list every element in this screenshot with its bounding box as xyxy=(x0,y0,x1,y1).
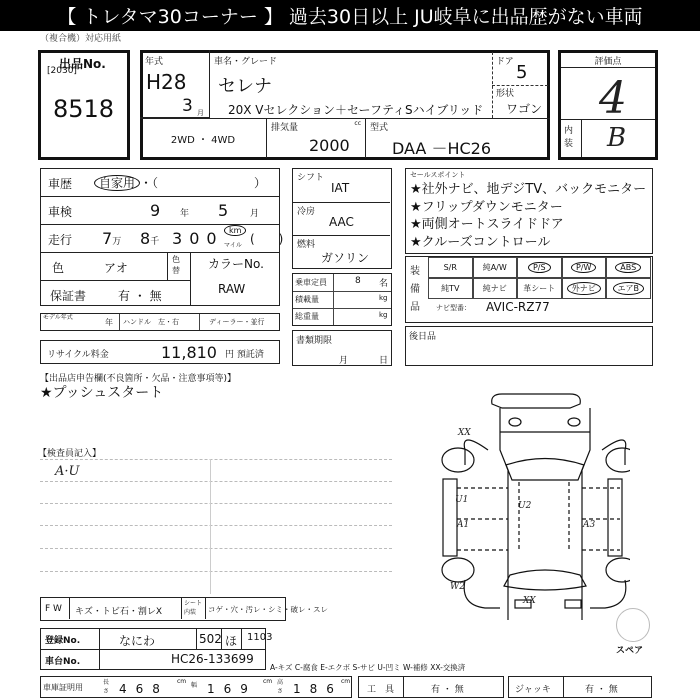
capacity-value: 8 xyxy=(355,276,361,286)
equipment-item xyxy=(606,278,651,299)
height-label: 高さ xyxy=(277,679,284,695)
docs-label: 書類期限 xyxy=(296,336,333,346)
score-value: 4 xyxy=(599,73,627,124)
mileage-label: 走行 xyxy=(48,233,73,247)
seller-note: ★プッシュスタート xyxy=(40,385,164,401)
displacement-unit: cc xyxy=(354,120,361,127)
equipment-item-label: 純TV xyxy=(441,284,460,293)
unit: cm xyxy=(177,678,187,685)
inspection-month: 5 xyxy=(218,201,229,220)
color-no-label: カラーNo. xyxy=(208,257,264,271)
equipment-label: 装備品 xyxy=(410,266,420,313)
recycle-unit: 円 預託済 xyxy=(225,350,264,360)
capacity-block xyxy=(292,273,392,326)
interior-label: 内装 xyxy=(564,126,574,149)
width-label: 幅 xyxy=(191,682,198,689)
capacity-label: 乗車定員 xyxy=(295,278,327,287)
damage-w2: W2 xyxy=(450,582,465,592)
history-label: 車歴 xyxy=(48,177,73,191)
door-label: ドア xyxy=(496,57,514,67)
mileage-d3: 0 xyxy=(206,229,224,248)
wid-digit: 6 xyxy=(223,682,241,696)
equipment-item-label: 外ナビ xyxy=(567,282,601,295)
load-label: 積載量 xyxy=(295,295,319,304)
damage-a1: A1 xyxy=(457,520,470,530)
weight-unit: kg xyxy=(379,311,388,319)
equipment-item-label: 革シート xyxy=(523,284,556,293)
era: H xyxy=(146,70,162,94)
inspector-note: A·U xyxy=(55,464,80,479)
name-label: 車名・グレード xyxy=(214,57,278,67)
mileage-sen: 8 xyxy=(140,229,151,248)
damage-xx-front: XX xyxy=(458,428,471,438)
jack-row xyxy=(508,676,652,698)
damage-u2: U2 xyxy=(518,501,532,511)
damage-xx-rear: XX xyxy=(523,596,536,606)
color-value: アオ xyxy=(104,261,128,275)
fw-row xyxy=(40,597,328,621)
unit-km: km xyxy=(224,225,246,236)
mileage-paren: ( ) xyxy=(250,232,284,246)
sale-point: ★フリップダウンモニター xyxy=(410,199,563,215)
equipment-block xyxy=(405,256,653,323)
lot-sub: [2030] xyxy=(47,66,77,76)
jack-label: ジャッキ xyxy=(515,685,551,695)
year: 28 xyxy=(161,70,187,94)
history-value: 自家用 xyxy=(94,175,140,191)
len-digit: 4 xyxy=(119,682,136,696)
aircon-label: 冷房 xyxy=(297,207,316,217)
lot-box xyxy=(38,50,130,160)
recycle-row xyxy=(40,340,280,364)
hei-digit: 1 xyxy=(293,682,310,696)
hei-digit: 6 xyxy=(326,682,343,696)
len-digit: 8 xyxy=(152,682,169,696)
spec-block xyxy=(292,168,392,269)
equipment-item xyxy=(517,257,562,278)
body-type: ワゴン xyxy=(506,102,543,116)
later-items xyxy=(405,326,653,366)
mileage-sen-unit: 千 xyxy=(150,237,160,247)
equipment-item-label: ABS xyxy=(615,262,641,273)
car-name: セレナ xyxy=(218,76,272,97)
equipment-item-label: S/R xyxy=(443,263,457,272)
color-changed-label: 色替 xyxy=(172,255,180,275)
interior-score: B xyxy=(607,123,627,153)
damage-legend: A-キズ C-腐食 E-エクボ S-サビ U-凹ミ W-補修 XX-交換済 xyxy=(270,663,466,672)
jack-value: 有 ・ 無 xyxy=(585,685,618,695)
color-no: RAW xyxy=(218,282,246,296)
navi-label: ナビ型番： xyxy=(436,304,471,312)
model-year-row xyxy=(40,313,280,331)
year-cell xyxy=(140,50,210,118)
equipment-item-label: P/S xyxy=(528,262,551,273)
fw-text: キズ・トビ石・割レX xyxy=(75,607,162,617)
equipment-item xyxy=(606,257,651,278)
docs-month: 月 xyxy=(339,356,349,366)
equipment-item xyxy=(473,257,518,278)
month-unit: 月 xyxy=(197,109,204,117)
capacity-unit: 名 xyxy=(379,279,389,289)
fuel-label: 燃料 xyxy=(297,240,316,250)
warranty-label: 保証書 xyxy=(50,289,87,303)
recycle-value: 11,810 xyxy=(161,343,217,362)
equipment-item-label: 純ナビ xyxy=(482,284,507,293)
mileage-d2: 0 xyxy=(189,229,207,248)
equipment-item xyxy=(473,278,518,299)
damage-a3: A3 xyxy=(583,520,596,530)
seller-label: 【出品店申告欄(不良箇所・欠品・注意事項等)】 xyxy=(40,374,237,384)
history-rest: ・（ ） xyxy=(140,176,267,190)
mileage-man: 7 xyxy=(102,229,113,248)
load-unit: kg xyxy=(379,294,388,302)
lot-label: 出品No. xyxy=(59,57,106,71)
equipment-item-label: 純A/W xyxy=(482,263,507,272)
displacement-label: 排気量 xyxy=(271,123,299,133)
warranty-value: 有 ・ 無 xyxy=(118,289,162,303)
banner: 【 トレタマ30コーナー 】 過去30日以上 JU岐阜に出品歴がない車両 xyxy=(0,0,700,31)
inspection-year-unit: 年 xyxy=(180,209,190,219)
equipment-item-label: エアB xyxy=(613,282,645,295)
year-label: 年式 xyxy=(145,57,164,67)
form-note: （複合機）対応用紙 xyxy=(40,34,122,44)
navi-model: AVIC-RZ77 xyxy=(486,300,550,314)
length-label: 長さ xyxy=(103,679,110,695)
chassis-number: HC26-133699 xyxy=(171,652,254,666)
model-year-unit: 年 xyxy=(105,318,113,327)
len-digit: 6 xyxy=(135,682,153,696)
seat-label: シート内装 xyxy=(184,600,203,616)
docs-day: 日 xyxy=(379,356,389,366)
unit: cm xyxy=(263,678,273,685)
spare-tire-icon xyxy=(616,608,650,642)
registration-label: 登録No. xyxy=(45,636,81,646)
sale-points-label: セールスポイント xyxy=(410,171,466,179)
registration-kana: ほ xyxy=(225,634,238,648)
shift-value: IAT xyxy=(331,181,350,195)
grade: 20X Vセレクション＋セーフティSハイブリッド xyxy=(228,103,484,117)
inspection-month-unit: 月 xyxy=(250,209,260,219)
color-label: 色 xyxy=(52,261,65,275)
tools-row xyxy=(358,676,504,698)
sale-point: ★社外ナビ、地デジTV、バックモニター xyxy=(410,182,647,197)
unit: cm xyxy=(341,678,351,685)
damage-w1: U1 xyxy=(455,495,469,505)
month: 3 xyxy=(182,96,193,116)
registration-block xyxy=(40,628,273,670)
aircon-value: AAC xyxy=(329,215,354,229)
inspection-label: 車検 xyxy=(48,205,73,219)
tools-value: 有 ・ 無 xyxy=(431,685,464,695)
inspection-year: 9 xyxy=(150,201,161,220)
displacement-cell xyxy=(266,118,366,158)
equipment-item xyxy=(517,278,562,299)
score-label: 評価点 xyxy=(561,53,655,68)
handle: ハンドル 左・右 xyxy=(123,318,179,326)
model-label: 型式 xyxy=(370,123,389,133)
equipment-item xyxy=(428,257,473,278)
registration-number: 1103 xyxy=(247,632,273,643)
seat-text: コゲ・穴・汚レ・シミ・破レ・スレ xyxy=(208,605,328,614)
inspector-label: 【検査員記入】 xyxy=(38,449,102,459)
body-label: 形状 xyxy=(496,89,515,99)
chassis-label: 車台No. xyxy=(45,657,81,667)
recycle-label: リサイクル料金 xyxy=(47,350,109,360)
fw-label: F W xyxy=(45,604,62,614)
equipment-item xyxy=(562,278,607,299)
registration-area: なにわ xyxy=(119,634,156,648)
mileage-d1: 3 xyxy=(172,229,190,248)
sale-points xyxy=(405,168,653,254)
model-year-label: モデル年式 xyxy=(43,314,73,321)
hei-digit: 8 xyxy=(309,682,327,696)
docs-block xyxy=(292,330,392,366)
spare-label: スペア xyxy=(616,646,644,656)
later-label: 後日品 xyxy=(409,332,437,342)
wid-digit: 9 xyxy=(240,682,257,696)
fuel-value: ガソリン xyxy=(321,251,370,265)
tools-label: 工 具 xyxy=(367,685,395,695)
drive-type: 2WD ・ 4WD xyxy=(170,134,236,146)
dealer: ディーラー・並行 xyxy=(209,318,265,326)
equipment-item xyxy=(428,278,473,299)
sale-point: ★両側オートスライドドア xyxy=(410,217,564,232)
equipment-item xyxy=(562,257,607,278)
garage-label: 車庫証明用 xyxy=(43,683,83,692)
garage-row xyxy=(40,676,352,698)
mileage-man-unit: 万 xyxy=(112,237,122,247)
lot-number: 8518 xyxy=(53,95,115,123)
doors: 5 xyxy=(516,62,528,83)
shift-label: シフト xyxy=(297,173,325,183)
wid-digit: 1 xyxy=(207,682,224,696)
model-code: DAA －HC26 xyxy=(392,139,492,158)
displacement: 2000 xyxy=(309,136,350,155)
registration-class: 502 xyxy=(199,632,222,646)
sale-point: ★クルーズコントロール xyxy=(410,234,551,250)
weight-label: 総重量 xyxy=(295,312,319,321)
unit-mile: マイル xyxy=(224,242,242,249)
equipment-item-label: P/W xyxy=(571,262,596,273)
score-box xyxy=(558,50,658,160)
